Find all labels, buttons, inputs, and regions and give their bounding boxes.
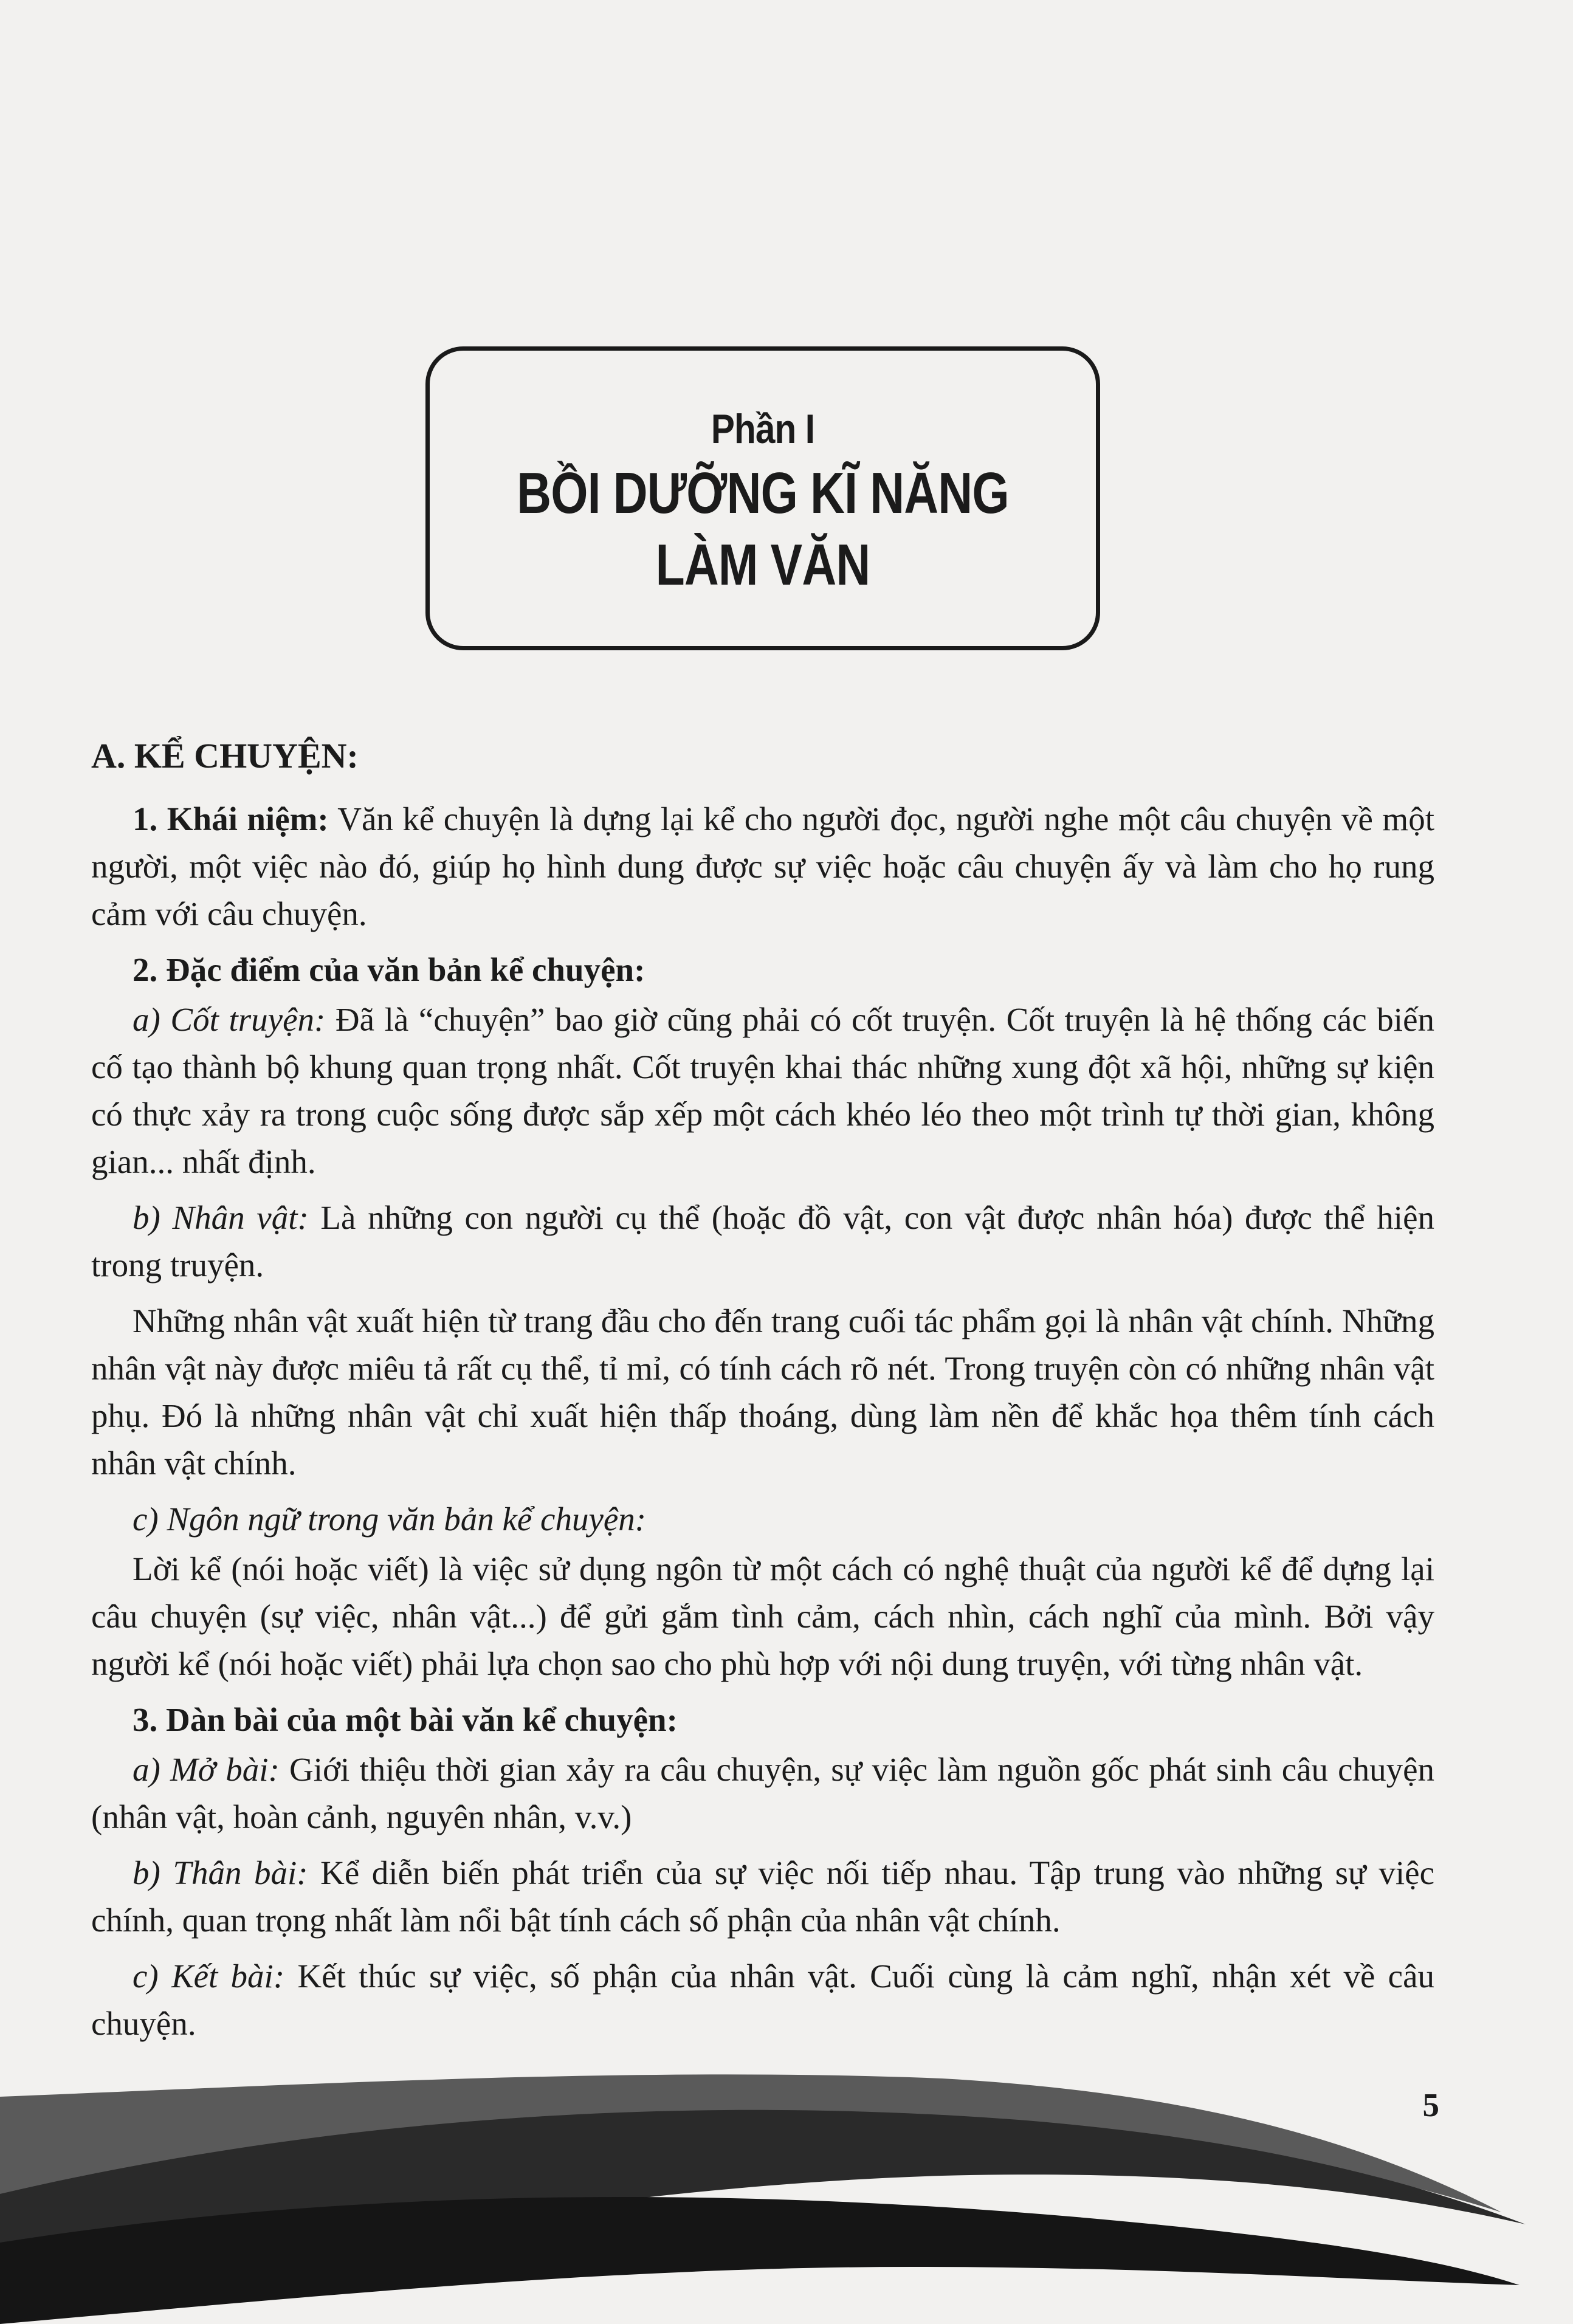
- paragraph-character-more: Những nhân vật xuất hiện từ trang đầu cho đến trang cuối tác phẩm gọi là nhân vật chính. Những nhân vật này được miêu tả rất cụ thể, tỉ mỉ, có tính cách rõ nét. Trong truyện còn có những nhân vật phụ. Đó là những nhân vật chỉ xuất hiện thấp thoáng, dùng làm nền để khắc họa thêm tính cách nhân vật chính.: [91, 1302, 1434, 1482]
- body-label: b) Thân bài:: [133, 1854, 308, 1891]
- paragraph-definition: [91, 796, 1434, 938]
- paragraph-language-more: Lời kể (nói hoặc viết) là việc sử dụng ngôn từ một cách có nghệ thuật của người kể để dựng lại câu chuyện (sự việc, nhân vật...) để gửi gắm tình cảm, cách nhìn, cách nghĩ của mình. Bởi vậy người kể (nói hoặc viết) phải lựa chọn sao cho phù hợp với nội dung truyện, với từng nhân vật.: [91, 1550, 1434, 1682]
- body-text: Kể diễn biến phát triển của sự việc nối tiếp nhau. Tập trung vào những sự việc chính, quan trọng nhất làm nổi bật tính cách số phận của nhân vật chính.: [91, 1854, 1435, 1939]
- paragraph-opening: [91, 1746, 1434, 1841]
- part-label: Phần I: [711, 406, 815, 452]
- paragraph-plot: [91, 996, 1434, 1186]
- language-label: c) Ngôn ngữ trong văn bản kể chuyện:: [133, 1501, 647, 1538]
- main-content: [91, 732, 1434, 2050]
- definition-label: 1. Khái niệm:: [133, 800, 329, 837]
- page-title-line-1: BỒI DƯỠNG KĨ NĂNG: [517, 461, 1009, 526]
- paragraph-body: [91, 1849, 1434, 1944]
- plot-label: a) Cốt truyện:: [133, 1001, 326, 1038]
- paragraph-conclusion: [91, 1953, 1434, 2047]
- plot-text: Đã là “chuyện” bao giờ cũng phải có cốt truyện. Cốt truyện là hệ thống các biến cố tạo thành bộ khung quan trọng nhất. Cốt truyện khai thác những xung đột xã hội, những sự kiện có thực xảy ra trong cuộc sống được sắp xếp một cách khéo léo theo một trình tự thời gian, không gian... nhất định.: [91, 1001, 1435, 1180]
- opening-label: a) Mở bài:: [133, 1751, 280, 1788]
- page-title-line-2: LÀM VĂN: [655, 532, 870, 597]
- character-label: b) Nhân vật:: [133, 1199, 309, 1236]
- paragraph-outline-heading: [91, 1696, 1434, 1744]
- character-text: Là những con người cụ thể (hoặc đồ vật, con vật được nhân hóa) được thể hiện trong truyện.: [91, 1199, 1435, 1284]
- conclusion-label: c) Kết bài:: [133, 1958, 285, 1995]
- paragraph-features-heading: [91, 946, 1434, 994]
- conclusion-text: Kết thúc sự việc, số phận của nhân vật. Cuối cùng là cảm nghĩ, nhận xét về câu chuyện.: [91, 1958, 1434, 2042]
- opening-text: Giới thiệu thời gian xảy ra câu chuyện, sự việc làm nguồn gốc phát sinh câu chuyện (nhân vật, hoàn cảnh, nguyên nhân, v.v.): [91, 1751, 1434, 1835]
- paragraph-language-heading: [91, 1496, 1434, 1543]
- paragraph-character: [91, 1194, 1434, 1289]
- title-box: [425, 346, 1100, 650]
- definition-text: Văn kể chuyện là dựng lại kể cho người đọc, người nghe một câu chuyện về một người, một việc nào đó, giúp họ hình dung được sự việc hoặc câu chuyện ấy và làm cho họ rung cảm với câu chuyện.: [91, 800, 1434, 932]
- footer-swoosh-decoration: [0, 2042, 1573, 2324]
- features-label: 2. Đặc điểm của văn bản kể chuyện:: [133, 951, 645, 988]
- page-number: 5: [1422, 2086, 1439, 2123]
- outline-label: 3. Dàn bài của một bài văn kể chuyện:: [133, 1701, 678, 1738]
- section-heading: A. KỂ CHUYỆN:: [91, 736, 359, 775]
